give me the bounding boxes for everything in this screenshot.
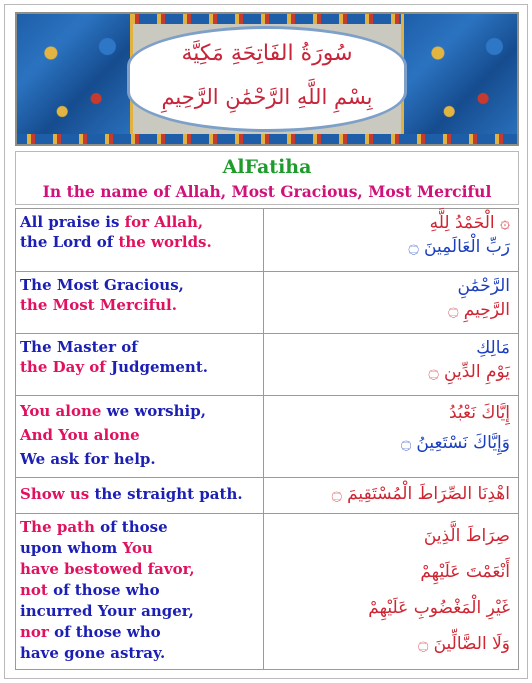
- page-frame: [4, 4, 528, 679]
- surah-name: AlFatiha: [222, 156, 312, 178]
- translation-line: the Lord of the worlds.: [20, 233, 212, 251]
- translation-line: have gone astray.: [20, 644, 166, 662]
- surah-title-arabic: سُورَةُ الفَاتِحَةِ مَكِيَّة: [181, 41, 353, 66]
- verse-translation: [16, 514, 264, 670]
- verse-arabic: [264, 514, 519, 670]
- ornament-border-bottom: [17, 134, 517, 144]
- arabic-line: غَيْرِ الْمَغْضُوبِ عَلَيْهِمْ: [368, 598, 510, 618]
- verse-row: [16, 396, 519, 478]
- verse-translation: [16, 272, 264, 334]
- translation-line: Show us the straight path.: [20, 485, 243, 503]
- verse-translation: [16, 396, 264, 478]
- translation-line: nor of those who: [20, 623, 161, 641]
- verse-row: [16, 478, 519, 514]
- translation-line: upon whom You: [20, 539, 153, 557]
- verse-row: [16, 334, 519, 396]
- verse-row: [16, 209, 519, 272]
- translation-line: incurred Your anger,: [20, 602, 194, 620]
- translation-line: We ask for help.: [20, 450, 156, 468]
- title-box: [15, 151, 519, 205]
- arabic-line: وَإِيَّاكَ نَسْتَعِينُ ۝: [401, 433, 510, 453]
- surah-header-banner: [15, 12, 519, 146]
- verse-arabic: [264, 209, 519, 272]
- translation-line: have bestowed favor,: [20, 560, 195, 578]
- verse-arabic: [264, 334, 519, 396]
- verse-translation: [16, 478, 264, 514]
- translation-line: The Master of: [20, 338, 138, 356]
- ornament-left: [17, 14, 133, 144]
- translation-line: The path of those: [20, 518, 168, 536]
- arabic-line: اهْدِنَا الصِّرَاطَ الْمُسْتَقِيمَ ۝: [331, 484, 510, 504]
- verse-translation: [16, 209, 264, 272]
- verse-arabic: [264, 478, 519, 514]
- arabic-line: أَنْعَمْتَ عَلَيْهِمْ: [420, 562, 510, 582]
- arabic-line: وَلَا الضَّالِّينَ ۝: [418, 634, 510, 654]
- verse-arabic: [264, 396, 519, 478]
- basmala-translation: In the name of Allah, Most Gracious, Most Merciful: [42, 182, 492, 201]
- translation-line: not of those who: [20, 581, 160, 599]
- arabic-line: يَوْمِ الدِّينِ ۝: [428, 362, 510, 382]
- translation-line: the Day of Judgement.: [20, 358, 208, 376]
- verse-row: [16, 514, 519, 670]
- arabic-line: ۞ الْحَمْدُ لِلَّهِ: [429, 213, 510, 233]
- arabic-line: مَالِكِ: [476, 338, 510, 358]
- verses-table: [15, 208, 519, 670]
- ornament-right: [401, 14, 517, 144]
- calligraphy-panel: [127, 26, 407, 132]
- basmala-arabic: بِسْمِ اللَّهِ الرَّحْمَٰنِ الرَّحِيمِ: [161, 85, 373, 109]
- arabic-line: صِرَاطَ الَّذِينَ: [423, 526, 510, 546]
- translation-line: The Most Gracious,: [20, 276, 184, 294]
- verse-translation: [16, 334, 264, 396]
- translation-line: And You alone: [20, 426, 140, 444]
- arabic-line: إِيَّاكَ نَعْبُدُ: [448, 403, 510, 423]
- arabic-line: الرَّحِيمِ ۝: [448, 300, 510, 320]
- arabic-line: رَبِّ الْعَالَمِينَ ۝: [408, 237, 510, 257]
- verse-row: [16, 272, 519, 334]
- arabic-line: الرَّحْمَٰنِ: [457, 276, 510, 296]
- verse-arabic: [264, 272, 519, 334]
- translation-line: All praise is for Allah,: [20, 213, 204, 231]
- translation-line: the Most Merciful.: [20, 296, 177, 314]
- translation-line: You alone we worship,: [20, 402, 206, 420]
